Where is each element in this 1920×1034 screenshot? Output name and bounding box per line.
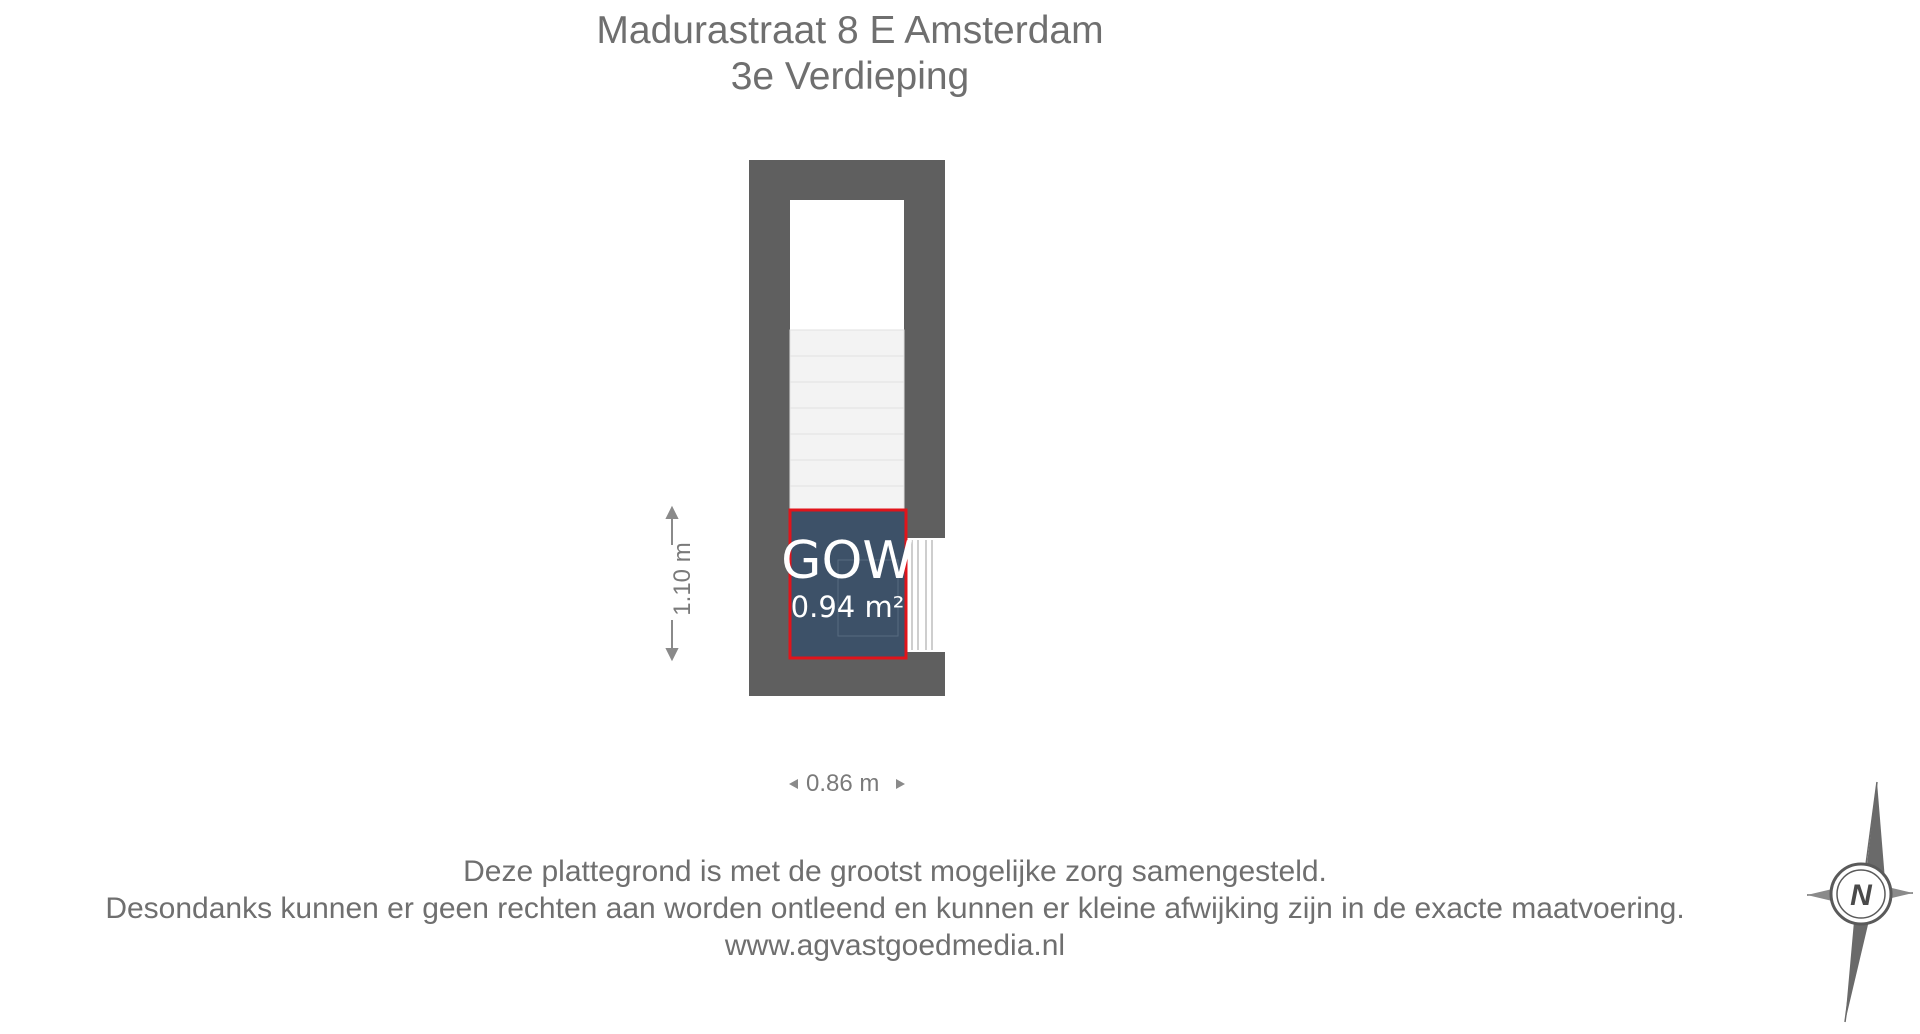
- height-dimension-label: 1.10 m: [669, 542, 696, 616]
- disclaimer-line-1: Deze plattegrond is met de grootst mogelijke zorg samengesteld.: [463, 855, 1327, 888]
- plan-address-title: Madurastraat 8 E Amsterdam: [596, 9, 1104, 52]
- stair-landing: [790, 200, 904, 328]
- room-name-label: GOW: [781, 531, 914, 591]
- plan-floor-title: 3e Verdieping: [730, 55, 970, 98]
- compass-north-icon: [1805, 780, 1915, 1030]
- room-area-label: 0.94 m²: [790, 590, 905, 624]
- disclaimer-website: www.agvastgoedmedia.nl: [724, 929, 1066, 962]
- staircase: [790, 330, 904, 510]
- width-dimension-label: 0.86 m: [806, 770, 880, 797]
- compass-north-label: N: [1850, 879, 1872, 912]
- disclaimer-line-2: Desondanks kunnen er geen rechten aan worden ontleend en kunnen er kleine afwijking zijn in de exacte maatvoering.: [105, 892, 1685, 925]
